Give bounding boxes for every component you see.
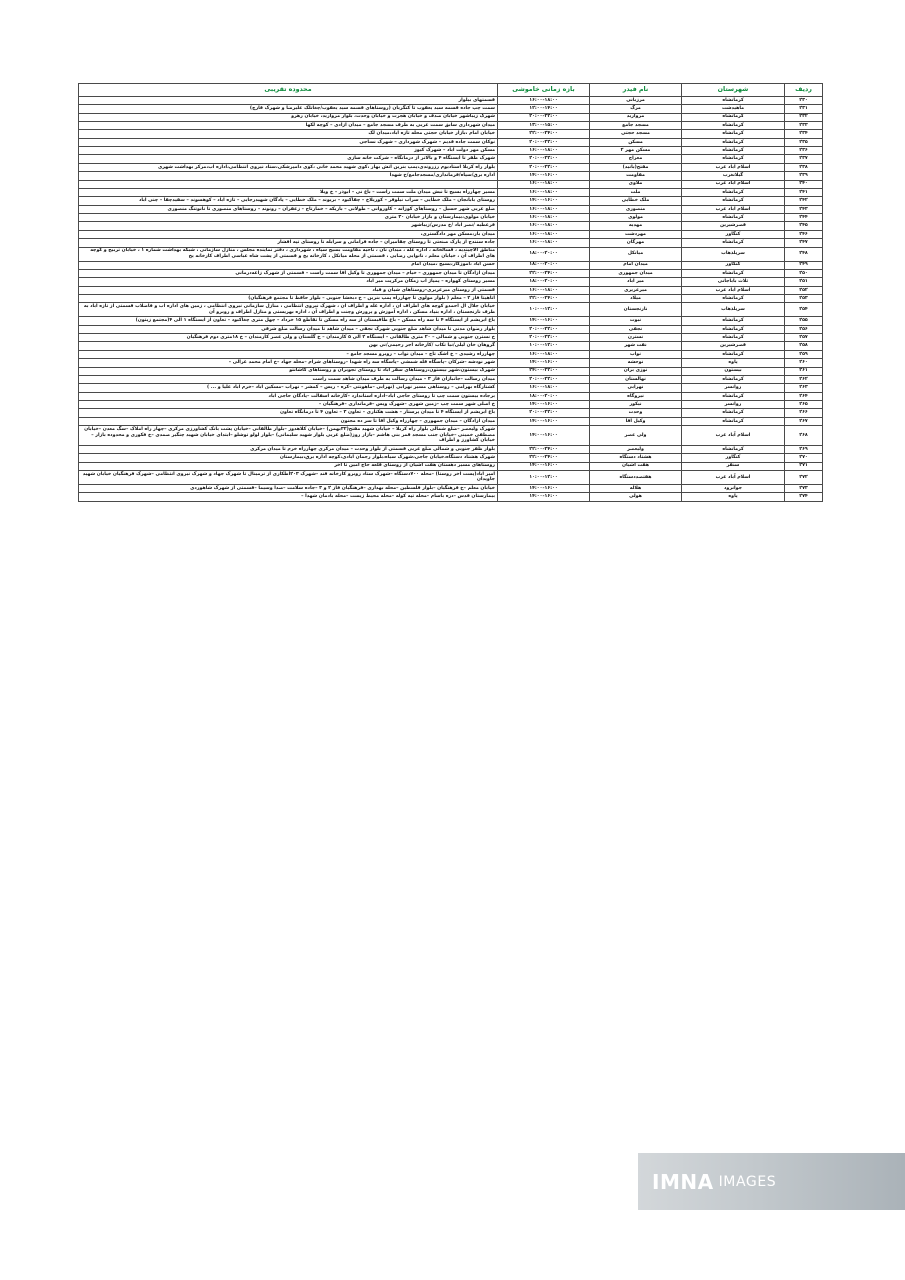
cell-time-range: ۲۲:۰۰-۲۴:۰۰ [498, 454, 590, 462]
cell-city: کرمانشاه [682, 325, 785, 333]
cell-row-number: ۲۷۴ [785, 493, 823, 501]
table-row [79, 205, 823, 213]
cell-city: اسلام آباد غرب [682, 426, 785, 446]
header-city: شهرستان [682, 84, 785, 97]
cell-time-range: ۲۰:۰۰-۲۲:۰۰ [498, 163, 590, 171]
cell-time-range: ۱۴:۰۰-۱۶:۰۰ [498, 417, 590, 425]
cell-feeder: میر آباد [590, 278, 682, 286]
cell-city: اسلام آباد غرب [682, 180, 785, 188]
cell-time-range: ۱۶:۰۰-۱۸:۰۰ [498, 188, 590, 196]
cell-time-range: ۱۸:۰۰-۲۰:۰۰ [498, 261, 590, 269]
cell-area: بلوار ظفر جنوبی و شمالی ضلع غربی قسمتی از بلوار وحدت – میدان مرکزی چهارراه خرم تا میدان مرکزی [79, 445, 498, 453]
cell-time-range: ۱۶:۰۰-۱۸:۰۰ [498, 180, 590, 188]
cell-row-number: ۲۶۶ [785, 409, 823, 417]
cell-time-range: ۱۸:۰۰-۲۰:۰۰ [498, 392, 590, 400]
cell-time-range: ۱۸:۰۰-۲۰:۰۰ [498, 247, 590, 261]
cell-city: کرمانشاه [682, 334, 785, 342]
cell-feeder: نهرابی [590, 384, 682, 392]
table-row [79, 470, 823, 484]
cell-row-number: ۲۷۲ [785, 470, 823, 484]
table-row [79, 155, 823, 163]
imna-images-watermark [638, 1153, 905, 1210]
table-row [79, 375, 823, 383]
table-row [79, 493, 823, 501]
table-row [79, 401, 823, 409]
cell-row-number: ۲۶۳ [785, 384, 823, 392]
cell-time-range: ۱۶:۰۰-۱۸:۰۰ [498, 205, 590, 213]
cell-row-number: ۲۷۱ [785, 462, 823, 470]
cell-feeder: مرگ [590, 105, 682, 113]
document-page [78, 83, 822, 502]
cell-time-range: ۱۶:۰۰-۱۸:۰۰ [498, 147, 590, 155]
cell-city: قصرشیرین [682, 222, 785, 230]
cell-city: کرمانشاه [682, 375, 785, 383]
cell-city: کرمانشاه [682, 295, 785, 303]
cell-time-range: ۱۴:۰۰-۱۶:۰۰ [498, 462, 590, 470]
cell-time-range: ۱۶:۰۰-۱۸:۰۰ [498, 350, 590, 358]
cell-row-number: ۲۳۲ [785, 113, 823, 121]
cell-area: خ نسترن جنوبی و شمالی – ۲۰ متری طالقانی – ایستگاه ۲ الی ۵ کارمندان – خ گلستان و ولی عصر کارمندان – خ ۱۸متری دوم فرهنگیان [79, 334, 498, 342]
cell-area: برجاده بیستون سمت چپ تا روستای حاجی آباد–اداره استاندارد –کارخانه آسفالت –پادگان حاجی آباد [79, 392, 498, 400]
cell-feeder: هفت آشیان [590, 462, 682, 470]
cell-row-number: ۲۵۶ [785, 325, 823, 333]
table-row [79, 409, 823, 417]
cell-area: شهرک ولیعصر –ضلع شمالی بلوار راه کربلا – خیابان شهید مفتح(۳۲بهمن) –خیابان کلاهدوز –بلوار طالقانی –خیابان پشت بانک کشاورزی مرکزی –چهار راه املاک –سگ معدن –خیابان مصطفی خمینی –خیابان جنب مسجد قمر بنی هاشم –بازار روز(ضلع غربی بلوار شهید سلیمانی) –بلوار لولو توشلو –ابتدای خیابان شهید چنگیز صمدی –خ فکوری و محدوده بازار –خیابان کشاورز و اطراف [79, 426, 498, 446]
cell-row-number: ۲۶۰ [785, 359, 823, 367]
cell-area: قسمتهای بیلوار [79, 96, 498, 104]
table-row [79, 96, 823, 104]
cell-city: کرمانشاه [682, 188, 785, 196]
table-row [79, 342, 823, 350]
cell-feeder: هشتاد دستگاه [590, 454, 682, 462]
cell-feeder: میدان امام [590, 261, 682, 269]
cell-feeder: مروارید [590, 113, 682, 121]
cell-row-number: ۲۴۵ [785, 222, 823, 230]
cell-time-range: ۲۰:۰۰-۲۲:۰۰ [498, 334, 590, 342]
cell-feeder: نارنجستان [590, 303, 682, 317]
table-row [79, 359, 823, 367]
cell-row-number: ۲۶۴ [785, 392, 823, 400]
cell-city: کرمانشاه [682, 417, 785, 425]
table-row [79, 188, 823, 196]
cell-row-number: ۲۶۹ [785, 445, 823, 453]
cell-feeder: ملاوی [590, 180, 682, 188]
cell-area: فرعطیه /نصر آباد /خ مدرس/زیباشهر [79, 222, 498, 230]
cell-city: روانسر [682, 401, 785, 409]
cell-city: کرمانشاه [682, 269, 785, 277]
cell-area: جاده سنندج از پارک صنعتی تا روستای چقامیران – جاده فرامانی و سرابله تا روستای تپه افشار [79, 239, 498, 247]
table-row [79, 222, 823, 230]
cell-area: بیمارستان قدس –دره باسام –محله تپه کوله –محله محیط زیست –محله بادمان شهدا – [79, 493, 498, 501]
cell-feeder: مولوی [590, 214, 682, 222]
cell-area: خیابان مولوی،بیمارستان و بازار خیابان ۳۰ متری [79, 214, 498, 222]
cell-city: روانسر [682, 384, 785, 392]
cell-feeder: مهردشت [590, 230, 682, 238]
imna-logo: IMNA [652, 1169, 714, 1194]
table-row [79, 384, 823, 392]
cell-row-number: ۲۳۹ [785, 172, 823, 180]
cell-feeder: ملک خطایی [590, 197, 682, 205]
cell-city: کرمانشاه [682, 121, 785, 129]
cell-city: کرمانشاه [682, 409, 785, 417]
table-row [79, 426, 823, 446]
cell-feeder: مسجد حجتی [590, 130, 682, 138]
cell-city: اسلام آباد غرب [682, 286, 785, 294]
cell-area: شهرک بیستون،شهر بیستون،روستاهای سقر اباد تا روستای نجوبران و روستاهای کاشانتو [79, 367, 498, 375]
cell-city: اسلام آباد غرب [682, 470, 785, 484]
cell-area: روستای بابانجان – ملک خطایی – سراب نیلوفر – کوریلاخ – چقاکبود – بزیوند – ملک خطایی – پادگان شهیدرجایی – تازه آباد – کوهسوند – سفیدچقا – چنی آباد [79, 197, 498, 205]
table-header-row [79, 84, 823, 97]
cell-time-range: ۱۶:۰۰-۱۸:۰۰ [498, 222, 590, 230]
table-row [79, 230, 823, 238]
cell-city: پاوه [682, 359, 785, 367]
cell-time-range: ۱۴:۰۰-۱۶:۰۰ [498, 401, 590, 409]
cell-feeder: نوزی بران [590, 367, 682, 375]
cell-time-range: ۱۰:۰۰-۱۲:۰۰ [498, 303, 590, 317]
cell-area: خ اصلی شهر سمت چپ –زمین شهری –شهرک ویس –فرمانداری –فرهنگیان – [79, 401, 498, 409]
table-row [79, 269, 823, 277]
table-row [79, 303, 823, 317]
cell-feeder: میلاد [590, 295, 682, 303]
cell-area: حسن اباد ،اموزکار،بسیج ،میدان امام [79, 261, 498, 269]
cell-feeder: میرعزیزی [590, 286, 682, 294]
cell-feeder: مهرگان [590, 239, 682, 247]
cell-feeder: مسکن [590, 138, 682, 146]
cell-feeder: هلاله [590, 484, 682, 492]
cell-city: کنگاور [682, 261, 785, 269]
cell-area: میدان آزادگان – میدان جمهوری – چهارراه وکیل آقا تا سر ده مجنون [79, 417, 498, 425]
cell-row-number: ۲۵۳ [785, 295, 823, 303]
outage-schedule-table [78, 83, 823, 502]
cell-area: شهرک زیباشهر خیابان صدف و خیابان هجرت و خیابان وحدت، بلوار مروارید، خیابان رهرو [79, 113, 498, 121]
cell-feeder: مسکن مهر ۲ [590, 147, 682, 155]
cell-city: کرمانشاه [682, 138, 785, 146]
table-row [79, 286, 823, 294]
cell-area: مناطق آلاچیندیه ، قسالخانه ، اداره غله ، میدان نان ، ناحیه مقاومت بسیج سپاه ، شهرداری ، دفتر نماینده مجلس ، منازل سازمانی ، شبکه بهداشت شماره ۱ ، خیابان تربیح و کوچه های اطراف آن ، خیابان معلم ، نانوایی رضایی ، قسمتی از محله میانکل ، کارخانه یخ و قسمتی از پشت شاه عباسی اطراف کارخانه یخ [79, 247, 498, 261]
cell-city: گیلانغرب [682, 172, 785, 180]
cell-time-range: ۱۴:۰۰-۱۶:۰۰ [498, 493, 590, 501]
table-row [79, 214, 823, 222]
cell-time-range: ۱۶:۰۰-۱۸:۰۰ [498, 286, 590, 294]
cell-row-number: ۲۶۵ [785, 401, 823, 409]
table-row [79, 325, 823, 333]
table-row [79, 278, 823, 286]
cell-city: کرمانشاه [682, 147, 785, 155]
cell-feeder: وکیل آقا [590, 417, 682, 425]
cell-feeder: هولی [590, 493, 682, 501]
cell-city: کنگاور [682, 230, 785, 238]
cell-feeder: نیروگاه [590, 392, 682, 400]
table-row [79, 295, 823, 303]
cell-time-range: ۲۰:۰۰-۲۲:۰۰ [498, 325, 590, 333]
cell-city: کرمانشاه [682, 317, 785, 325]
cell-time-range: ۱۰:۰۰-۱۲:۰۰ [498, 470, 590, 484]
cell-row-number: ۲۴۶ [785, 230, 823, 238]
header-row-number: ردیف [785, 84, 823, 97]
table-row [79, 130, 823, 138]
cell-feeder: وحدت [590, 409, 682, 417]
table-row [79, 239, 823, 247]
table-row [79, 417, 823, 425]
cell-area: خیابان معلم –خ فرهنگیان –بلوار فلسطین –محله بهداری –فرهنگیان فاز ۲ و ۳ –جاده سلامت –صدا وسیما –قسمتی از شهرک شاهوردی [79, 484, 498, 492]
cell-area: خیابان امام ،بازار خیابان حجتی محله تازه آباد،میدان لک [79, 130, 498, 138]
cell-feeder: نهالستان [590, 375, 682, 383]
table-row [79, 317, 823, 325]
cell-area: بلوار راه کربلا استادیوم رزروندی،پمپ بنزین آتش بهار ،کوی شهید محمد خانی ،کوی دامپزشکی،ستاد نیروی انتظامی،اداره آب،مرکز بهداشت شهری [79, 163, 498, 171]
cell-row-number: ۲۴۷ [785, 239, 823, 247]
cell-city: قصرشیرین [682, 342, 785, 350]
cell-area: شهر نودشه –شرکان –پاسگاه قله شمشی –پاسگاه سه راه شهدا –روستاهای شرام –محله جهاد –خ امام محمد غزالی – [79, 359, 498, 367]
cell-feeder: مفتح(بانید) [590, 163, 682, 171]
cell-row-number: ۲۳۱ [785, 105, 823, 113]
cell-city: پاوه [682, 493, 785, 501]
cell-city: کرمانشاه [682, 197, 785, 205]
cell-row-number: ۲۴۲ [785, 197, 823, 205]
table-row [79, 105, 823, 113]
cell-row-number: ۲۳۷ [785, 155, 823, 163]
cell-feeder: ولیعصر [590, 445, 682, 453]
table-row [79, 445, 823, 453]
cell-time-range: ۲۲:۰۰-۲۴:۰۰ [498, 269, 590, 277]
table-row [79, 197, 823, 205]
cell-city: کرمانشاه [682, 130, 785, 138]
cell-feeder: نبوت [590, 317, 682, 325]
cell-row-number: ۲۵۲ [785, 286, 823, 294]
table-row [79, 350, 823, 358]
cell-row-number: ۲۶۷ [785, 417, 823, 425]
cell-city: کرمانشاه [682, 350, 785, 358]
cell-area: میدان بار،مسکن مهر دادگستری، [79, 230, 498, 238]
cell-time-range: ۲۰:۰۰-۲۲:۰۰ [498, 113, 590, 121]
cell-city: سنقر [682, 462, 785, 470]
cell-time-range: ۱۴:۰۰-۱۶:۰۰ [498, 317, 590, 325]
cell-time-range: ۲۰:۰۰-۲۲:۰۰ [498, 409, 590, 417]
cell-time-range: ۱۲:۰۰-۱۴:۰۰ [498, 105, 590, 113]
table-row [79, 261, 823, 269]
cell-row-number: ۲۳۴ [785, 130, 823, 138]
header-time-range: بازه زمانی خاموشی [498, 84, 590, 97]
cell-time-range: ۱۶:۰۰-۱۸:۰۰ [498, 384, 590, 392]
table-row [79, 367, 823, 375]
table-row [79, 172, 823, 180]
cell-row-number: ۲۴۸ [785, 247, 823, 261]
cell-time-range: ۲۲:۰۰-۲۴:۰۰ [498, 130, 590, 138]
table-row [79, 334, 823, 342]
table-row [79, 138, 823, 146]
cell-city: ثلاث باباجانی [682, 278, 785, 286]
cell-row-number: ۲۴۹ [785, 261, 823, 269]
cell-area: شهرک هشتاد دستگاه،خیابان جاجی،شهرک سیاه،بلوار رجمان ابادی،کوچه اداره برق،بیمارستان [79, 454, 498, 462]
cell-city: بیستون [682, 367, 785, 375]
cell-row-number: ۲۴۱ [785, 188, 823, 196]
cell-city: کنگاور [682, 454, 785, 462]
cell-feeder: نفت شهر [590, 342, 682, 350]
cell-time-range: ۱۶:۰۰-۱۸:۰۰ [498, 96, 590, 104]
cell-area: اداره برق/سپاه/فرمانداری/مسجدجامع/خ شهدا [79, 172, 498, 180]
cell-area: مسیر روستای کهواره – پمپاژ آب زمکان مرکزیت میر آباد [79, 278, 498, 286]
cell-area [79, 180, 498, 188]
cell-time-range: ۲۰:۰۰-۲۲:۰۰ [498, 138, 590, 146]
cell-feeder: مسجد جامع [590, 121, 682, 129]
cell-city: کرمانشاه [682, 113, 785, 121]
cell-area: کشتارگاه بهرامی – روستاهی مسیر نهرابی (نهرابی –ماهونتی –کره – ریس – کمشر – نهراب –مسکین اباد –خرم اباد علیا و ... ) [79, 384, 498, 392]
cell-area: خیابان جلال آل احمدو کوچه های اطراف آن ، اداره غله و اطراف آن ، شهرک نیروی انتظامی ، منازل سازمانی نیروی انتظامی ، زمین های اداره آب و فاضلاب قسمتی از تازه آباد به طرف نارنجستان ، اداره بنیاد مسکن ، اداره آموزش و پرورش وچنت و اطراف آن ، اداره بهزیستی و منازل اطراف و روبرو آن [79, 303, 498, 317]
table-row [79, 454, 823, 462]
cell-row-number: ۲۵۴ [785, 303, 823, 317]
cell-row-number: ۲۳۰ [785, 96, 823, 104]
cell-time-range: ۲۲:۰۰-۲۴:۰۰ [498, 445, 590, 453]
cell-feeder: ملت [590, 188, 682, 196]
cell-area: مسیر چهارراه بسیج تا نبش میدان ملت سمت راست – باغ نی – ابوذر – خ ویلا [79, 188, 498, 196]
images-label: IMAGES [718, 1173, 777, 1190]
cell-city: کرمانشاه [682, 392, 785, 400]
cell-feeder: مهدیه [590, 222, 682, 230]
cell-area: ضلع غربی شهر حسیل – روستاهای کوزانه – کاوروانی – طولانی – باریکه – خمارتاج – زعفران – رونوند – روستاهای منصوری تا نانوتنگ منصوری [79, 205, 498, 213]
cell-time-range: ۱۴:۰۰-۱۶:۰۰ [498, 197, 590, 205]
cell-row-number: ۲۶۸ [785, 426, 823, 446]
cell-time-range: ۱۰:۰۰-۱۲:۰۰ [498, 342, 590, 350]
cell-area: چهارراه رشیدی – خ اشک تاج – میدان نواب – روبرو مسجد جامع – [79, 350, 498, 358]
cell-area: بلوار رضوان مدنی تا میدان شاهد ضلع جنوبی شهرک نجفی – میدان شاهد تا میدان رسالت ضلع شرقی [79, 325, 498, 333]
cell-feeder: میانکل [590, 247, 682, 261]
cell-city: کرمانشاه [682, 445, 785, 453]
cell-row-number: ۲۳۳ [785, 121, 823, 129]
cell-time-range: ۱۴:۰۰-۱۶:۰۰ [498, 426, 590, 446]
cell-area: میدان شهرداری سابق سمت غربی به طرف مسجد جامع – میدان آزادی – کوچه لکها [79, 121, 498, 129]
cell-city: کرمانشاه [682, 239, 785, 247]
cell-row-number: ۲۳۶ [785, 147, 823, 155]
cell-time-range: ۱۶:۰۰-۱۸:۰۰ [498, 214, 590, 222]
table-row [79, 484, 823, 492]
cell-time-range: ۱۶:۰۰-۱۸:۰۰ [498, 239, 590, 247]
table-row [79, 163, 823, 171]
cell-feeder: معراج [590, 155, 682, 163]
cell-time-range: ۲۴:۰۰-۲۲:۰۰ [498, 367, 590, 375]
cell-row-number: ۲۵۱ [785, 278, 823, 286]
cell-feeder: مقاومت [590, 172, 682, 180]
cell-area: امیر آباد(پست آخر روستا) –محله ۷۰۰دستگاه –شهرک ستاد روبرو کارخانه قند –شهرک ۲۰۳اطکاری از ترمینال تا شهرک جهاد و شهرک نیروی انتظامی –شهرک فرهنگیان خیابان شهید جاویدان [79, 470, 498, 484]
cell-area: میدان رسالت –جانبازان فاز ۳ – میدان رسالت به طرف میدان شاهد سمت راست [79, 375, 498, 383]
cell-time-range: ۱۳:۰۰-۱۵:۰۰ [498, 121, 590, 129]
cell-area: سمت چپ جاده قسمه سید یعقوب تا کنگربان (روستاهای قسمه سید یعقوب/چغانلک علیرضا و شهرک قارچ) [79, 105, 498, 113]
cell-feeder: میدان جمهوری [590, 269, 682, 277]
cell-time-range: ۱۴:۰۰-۱۶:۰۰ [498, 359, 590, 367]
cell-area: باغ ابریشم از ایستگاه ۴ تا میدان پرستار – هشت هکتاری – تعاون ۳ – تعاون ۴ تا درمانگاه تعاون [79, 409, 498, 417]
table-row [79, 113, 823, 121]
cell-feeder: نواب [590, 350, 682, 358]
cell-city: ماهیدشت [682, 105, 785, 113]
cell-area: آتاهیتا فاز ۲ – معلم ( بلوار مولوی تا چهارراه پمپ بنزین – خ دبخشا جنوبی – بلوار حافظ تا مجتمع فرهنگیان) [79, 295, 498, 303]
cell-city: اسلام آباد غرب [682, 205, 785, 213]
cell-time-range: ۱۸:۰۰-۲۰:۰۰ [498, 278, 590, 286]
cell-feeder: نجفی [590, 325, 682, 333]
cell-row-number: ۲۵۵ [785, 317, 823, 325]
cell-time-range: ۱۴:۰۰-۱۶:۰۰ [498, 172, 590, 180]
cell-city: اسلام آباد غرب [682, 163, 785, 171]
cell-feeder: هفتصددستگاه [590, 470, 682, 484]
cell-area: میدان آزادگان تا میدان جمهوری – خیام – میدان جمهوری تا وکیل آقا سمت راست – قسمتی از شهرک زاغه‌درمانی [79, 269, 498, 277]
cell-area: گروهان خان لیلی/نیا تکاب /کارخانه آجر رحیمی/نی بهن [79, 342, 498, 350]
table-row [79, 392, 823, 400]
cell-row-number: ۲۴۰ [785, 180, 823, 188]
cell-time-range: ۱۴:۰۰-۱۶:۰۰ [498, 484, 590, 492]
cell-row-number: ۲۷۰ [785, 454, 823, 462]
cell-feeder: منصوری [590, 205, 682, 213]
cell-feeder: مرزبانی [590, 96, 682, 104]
cell-city: کرمانشاه [682, 214, 785, 222]
cell-time-range: ۲۲:۰۰-۲۴:۰۰ [498, 295, 590, 303]
header-feeder: نام فیدر [590, 84, 682, 97]
cell-city: سرپلذهاب [682, 247, 785, 261]
cell-area: مسکن مهر دولت آباد – شهرک کیوز [79, 147, 498, 155]
cell-feeder: ولی عصر [590, 426, 682, 446]
cell-area: روستاهای مسیر دهستان هفت اشیان از روستای قلعه حاج امین تا اخر [79, 462, 498, 470]
cell-area: نوکان سمت جاده قدیم – شهرک شهرداری – شهرک نساجی [79, 138, 498, 146]
cell-row-number: ۲۴۴ [785, 214, 823, 222]
cell-area: باغ ابریشم از ایستگاه ۴ تا سه راه مسکن – باغ طاقبستان از سه راه مسکن تا تقاطع ۱۵ خرداد – چهل متری چغاکبود – تعاون از ایستگاه ۱ الی ۴(مجتمع زیتون) [79, 317, 498, 325]
cell-city: کرمانشاه [682, 96, 785, 104]
cell-row-number: ۲۳۸ [785, 163, 823, 171]
cell-row-number: ۲۵۷ [785, 334, 823, 342]
cell-row-number: ۲۵۰ [785, 269, 823, 277]
cell-city: سرپلذهاب [682, 303, 785, 317]
cell-time-range: ۲۰:۰۰-۲۲:۰۰ [498, 375, 590, 383]
cell-row-number: ۲۶۱ [785, 367, 823, 375]
table-row [79, 180, 823, 188]
table-row [79, 121, 823, 129]
cell-area: شهرک ظفر تا ایستگاه ۴ و بالاتر از درمانگاه – شرکت خانه سازی [79, 155, 498, 163]
cell-row-number: ۲۷۳ [785, 484, 823, 492]
cell-row-number: ۲۴۳ [785, 205, 823, 213]
cell-area: قسمتی از روستای میرعزیزی–روستاهای شیان و قباد [79, 286, 498, 294]
cell-row-number: ۲۵۸ [785, 342, 823, 350]
cell-feeder: نیکور [590, 401, 682, 409]
cell-feeder: نوحشه [590, 359, 682, 367]
cell-city: جوانرود [682, 484, 785, 492]
cell-time-range: ۱۶:۰۰-۱۸:۰۰ [498, 230, 590, 238]
table-row [79, 147, 823, 155]
cell-row-number: ۲۶۲ [785, 375, 823, 383]
cell-row-number: ۲۳۵ [785, 138, 823, 146]
cell-row-number: ۲۵۹ [785, 350, 823, 358]
table-row [79, 247, 823, 261]
cell-time-range: ۲۰:۰۰-۲۲:۰۰ [498, 155, 590, 163]
cell-city: کرمانشاه [682, 155, 785, 163]
header-area: محدوده تقریبی [79, 84, 498, 97]
cell-feeder: نسترن [590, 334, 682, 342]
table-row [79, 462, 823, 470]
